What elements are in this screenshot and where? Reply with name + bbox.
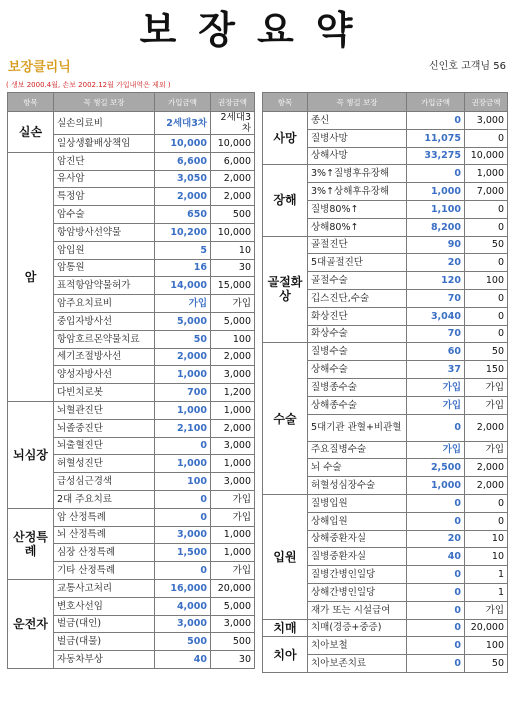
- subscribed-amount: 1,000: [407, 183, 465, 201]
- subscribed-amount: 0: [407, 637, 465, 655]
- table-row: [263, 236, 508, 254]
- subscribed-amount: 가입: [407, 396, 465, 414]
- page-title: 보장요약: [139, 8, 375, 52]
- coverage-item: 골절진단: [308, 236, 407, 254]
- recommended-amount: 2,000: [465, 414, 508, 441]
- subscribed-amount: 0: [407, 512, 465, 530]
- subscribed-amount: 가입: [407, 378, 465, 396]
- coverage-item: 질병중환자실: [308, 548, 407, 566]
- coverage-item: 벌금(대인): [54, 615, 155, 633]
- recommended-amount: 100: [465, 637, 508, 655]
- coverage-item: 종신: [308, 112, 407, 130]
- coverage-item: 상해수술: [308, 361, 407, 379]
- subscribed-amount: 0: [155, 437, 211, 455]
- coverage-item: 다빈치로봇: [54, 384, 155, 402]
- recommended-amount: 가입: [211, 508, 255, 526]
- recommended-amount: 0: [465, 254, 508, 272]
- subscribed-amount: 2,500: [407, 459, 465, 477]
- coverage-item: 질병수술: [308, 343, 407, 361]
- subscribed-amount: 0: [155, 490, 211, 508]
- subscribed-amount: 0: [407, 566, 465, 584]
- category-cell: 장해: [263, 165, 308, 236]
- subscribed-amount: 40: [407, 548, 465, 566]
- recommended-amount: 500: [211, 206, 255, 224]
- subscribed-amount: 10,000: [155, 135, 211, 153]
- recommended-amount: 0: [465, 325, 508, 343]
- coverage-item: 3%↑상해후유장해: [308, 183, 407, 201]
- subscribed-amount: 0: [407, 112, 465, 130]
- coverage-item: 일상생활배상책임: [54, 135, 155, 153]
- coverage-item: 질병80%↑: [308, 200, 407, 218]
- coverage-item: 재가 또는 시설급여: [308, 601, 407, 619]
- coverage-item: 깁스진단,수술: [308, 289, 407, 307]
- category-cell: 실손: [8, 112, 54, 153]
- recommended-amount: 가입: [465, 378, 508, 396]
- recommended-amount: 3,000: [211, 437, 255, 455]
- recommended-amount: 0: [465, 307, 508, 325]
- table-row: [8, 508, 255, 526]
- subscribed-amount: 8,200: [407, 218, 465, 236]
- recommended-amount: 2,000: [211, 188, 255, 206]
- recommended-amount: 2,000: [465, 459, 508, 477]
- coverage-item: 3%↑질병후유장해: [308, 165, 407, 183]
- coverage-item: 5대기관 관혈+비관혈: [308, 414, 407, 441]
- coverage-item: 상해간병인일당: [308, 583, 407, 601]
- coverage-item: 허혈성심장수술: [308, 477, 407, 495]
- col-header-amount: 가입금액: [407, 93, 465, 112]
- coverage-item: 질병종수술: [308, 378, 407, 396]
- subscribed-amount: 3,000: [155, 615, 211, 633]
- recommended-amount: 150: [465, 361, 508, 379]
- category-cell: 입원: [263, 494, 308, 619]
- coverage-item: 급성심근경색: [54, 473, 155, 491]
- coverage-item: 유사암: [54, 170, 155, 188]
- recommended-amount: 30: [211, 651, 255, 669]
- coverage-item: 2대 주요치료: [54, 490, 155, 508]
- recommended-amount: 10: [465, 548, 508, 566]
- recommended-amount: 500: [211, 633, 255, 651]
- subscribed-amount: 16,000: [155, 579, 211, 597]
- coverage-item: 암진단: [54, 152, 155, 170]
- recommended-amount: 1: [465, 583, 508, 601]
- category-cell: 산정특례: [8, 508, 54, 579]
- subscribed-amount: 1,000: [155, 366, 211, 384]
- recommended-amount: 50: [465, 655, 508, 673]
- category-cell: 치아: [263, 637, 308, 673]
- recommended-amount: 0: [465, 289, 508, 307]
- coverage-item: 암 산정특례: [54, 508, 155, 526]
- coverage-body-right: [263, 112, 508, 673]
- recommended-amount: 2세대3차: [211, 112, 255, 135]
- coverage-item: 암수술: [54, 206, 155, 224]
- coverage-item: 양성자방사선: [54, 366, 155, 384]
- subscribed-amount: 0: [407, 414, 465, 441]
- category-cell: 운전자: [8, 579, 54, 668]
- coverage-item: 골절수술: [308, 272, 407, 290]
- category-cell: 골절화상: [263, 236, 308, 343]
- subscribed-amount: 60: [407, 343, 465, 361]
- recommended-amount: 100: [465, 272, 508, 290]
- subscribed-amount: 가입: [407, 441, 465, 459]
- recommended-amount: 가입: [211, 490, 255, 508]
- coverage-item: 5대골절진단: [308, 254, 407, 272]
- recommended-amount: 7,000: [465, 183, 508, 201]
- recommended-amount: 5,000: [211, 312, 255, 330]
- recommended-amount: 10,000: [465, 147, 508, 165]
- recommended-amount: 1: [465, 566, 508, 584]
- recommended-amount: 20,000: [465, 619, 508, 637]
- recommended-amount: 30: [211, 259, 255, 277]
- recommended-amount: 20,000: [211, 579, 255, 597]
- subscribed-amount: 2세대3차: [155, 112, 211, 135]
- recommended-amount: 가입: [465, 601, 508, 619]
- recommended-amount: 0: [465, 512, 508, 530]
- subscribed-amount: 3,040: [407, 307, 465, 325]
- subscribed-amount: 50: [155, 330, 211, 348]
- coverage-item: 상해80%↑: [308, 218, 407, 236]
- coverage-item: 실손의료비: [54, 112, 155, 135]
- subscribed-amount: 2,100: [155, 419, 211, 437]
- recommended-amount: 15,000: [211, 277, 255, 295]
- coverage-item: 뇌출혈진단: [54, 437, 155, 455]
- coverage-item: 벌금(대물): [54, 633, 155, 651]
- col-header-item: 꼭 챙길 보장: [54, 93, 155, 112]
- category-cell: 사망: [263, 112, 308, 165]
- coverage-item: 질병간병인일당: [308, 566, 407, 584]
- subscribed-amount: 16: [155, 259, 211, 277]
- recommended-amount: 1,000: [465, 165, 508, 183]
- subscribed-amount: 14,000: [155, 277, 211, 295]
- subscribed-amount: 20: [407, 254, 465, 272]
- table-row: [263, 619, 508, 637]
- recommended-amount: 가입: [465, 441, 508, 459]
- col-header-amount: 가입금액: [155, 93, 211, 112]
- coverage-item: 화상진단: [308, 307, 407, 325]
- col-header-recommended: 권장금액: [211, 93, 255, 112]
- subscribed-amount: 100: [155, 473, 211, 491]
- subscribed-amount: 0: [155, 508, 211, 526]
- coverage-item: 변호사선임: [54, 597, 155, 615]
- coverage-item: 상해입원: [308, 512, 407, 530]
- recommended-amount: 100: [211, 330, 255, 348]
- coverage-item: 치매(경증+중증): [308, 619, 407, 637]
- subscribed-amount: 70: [407, 325, 465, 343]
- coverage-item: 뇌 산정특례: [54, 526, 155, 544]
- subscribed-amount: 650: [155, 206, 211, 224]
- table-header-row: [8, 93, 255, 112]
- exclusion-note: ( 생보 2000.4월, 손보 2002.12월 가입내역은 제외 ): [6, 81, 171, 89]
- category-cell: 암: [8, 152, 54, 401]
- customer-name: 신인호 고객님 56: [428, 61, 506, 72]
- coverage-item: 표적항암약물허가: [54, 277, 155, 295]
- table-row: [263, 343, 508, 361]
- subscribed-amount: 10,200: [155, 223, 211, 241]
- table-row: [263, 112, 508, 130]
- subscribed-amount: 6,600: [155, 152, 211, 170]
- col-header-category: 항목: [8, 93, 54, 112]
- recommended-amount: 2,000: [211, 419, 255, 437]
- subscribed-amount: 1,000: [155, 401, 211, 419]
- recommended-amount: 1,000: [211, 526, 255, 544]
- recommended-amount: 가입: [211, 295, 255, 313]
- coverage-item: 항암호르몬약물치료: [54, 330, 155, 348]
- clinic-label: 보장클리닉: [8, 60, 71, 75]
- subscribed-amount: 1,100: [407, 200, 465, 218]
- recommended-amount: 50: [465, 236, 508, 254]
- coverage-item: 기타 산정특례: [54, 562, 155, 580]
- recommended-amount: 2,000: [211, 348, 255, 366]
- coverage-item: 중입자방사선: [54, 312, 155, 330]
- subscribed-amount: 20: [407, 530, 465, 548]
- recommended-amount: 5,000: [211, 597, 255, 615]
- subscribed-amount: 0: [407, 619, 465, 637]
- table-header-row: [263, 93, 508, 112]
- recommended-amount: 2,000: [465, 477, 508, 495]
- recommended-amount: 3,000: [211, 473, 255, 491]
- category-cell: 치매: [263, 619, 308, 637]
- coverage-table-left: [7, 92, 255, 669]
- recommended-amount: 가입: [211, 562, 255, 580]
- coverage-item: 상해중환자실: [308, 530, 407, 548]
- subscribed-amount: 40: [155, 651, 211, 669]
- coverage-item: 자동차부상: [54, 651, 155, 669]
- table-row: [263, 165, 508, 183]
- recommended-amount: 1,200: [211, 384, 255, 402]
- recommended-amount: 10,000: [211, 223, 255, 241]
- coverage-item: 심장 산정특례: [54, 544, 155, 562]
- recommended-amount: 6,000: [211, 152, 255, 170]
- subscribed-amount: 5: [155, 241, 211, 259]
- subscribed-amount: 37: [407, 361, 465, 379]
- coverage-item: 치아보존치료: [308, 655, 407, 673]
- subscribed-amount: 4,000: [155, 597, 211, 615]
- coverage-item: 특정암: [54, 188, 155, 206]
- subscribed-amount: 2,000: [155, 188, 211, 206]
- recommended-amount: 10,000: [211, 135, 255, 153]
- subscribed-amount: 0: [407, 494, 465, 512]
- coverage-item: 주요질병수술: [308, 441, 407, 459]
- subscribed-amount: 1,000: [407, 477, 465, 495]
- table-row: [263, 637, 508, 655]
- subscribed-amount: 0: [407, 583, 465, 601]
- subscribed-amount: 0: [155, 562, 211, 580]
- table-row: [263, 494, 508, 512]
- subscribed-amount: 2,000: [155, 348, 211, 366]
- coverage-item: 치아보철: [308, 637, 407, 655]
- coverage-item: 뇌혈관진단: [54, 401, 155, 419]
- coverage-item: 허혈성진단: [54, 455, 155, 473]
- recommended-amount: 1,000: [211, 544, 255, 562]
- subscribed-amount: 0: [407, 601, 465, 619]
- coverage-item: 질병사망: [308, 129, 407, 147]
- subscribed-amount: 3,000: [155, 526, 211, 544]
- recommended-amount: 0: [465, 218, 508, 236]
- table-row: [8, 112, 255, 135]
- subscribed-amount: 11,075: [407, 129, 465, 147]
- recommended-amount: 10: [211, 241, 255, 259]
- coverage-item: 상해사망: [308, 147, 407, 165]
- coverage-item: 항암방사선약물: [54, 223, 155, 241]
- category-cell: 뇌심장: [8, 401, 54, 508]
- subscribed-amount: 500: [155, 633, 211, 651]
- recommended-amount: 2,000: [211, 170, 255, 188]
- subscribed-amount: 700: [155, 384, 211, 402]
- subscribed-amount: 70: [407, 289, 465, 307]
- subscribed-amount: 1,500: [155, 544, 211, 562]
- col-header-item: 꼭 챙길 보장: [308, 93, 407, 112]
- category-cell: 수술: [263, 343, 308, 495]
- subscribed-amount: 0: [407, 655, 465, 673]
- recommended-amount: 1,000: [211, 401, 255, 419]
- coverage-item: 암입원: [54, 241, 155, 259]
- table-row: [8, 152, 255, 170]
- recommended-amount: 10: [465, 530, 508, 548]
- coverage-item: 세기조절방사선: [54, 348, 155, 366]
- subscribed-amount: 5,000: [155, 312, 211, 330]
- subscribed-amount: 120: [407, 272, 465, 290]
- coverage-table-right: [262, 92, 508, 673]
- recommended-amount: 3,000: [211, 366, 255, 384]
- subscribed-amount: 1,000: [155, 455, 211, 473]
- col-header-recommended: 권장금액: [465, 93, 508, 112]
- subscribed-amount: 33,275: [407, 147, 465, 165]
- coverage-item: 뇌졸중진단: [54, 419, 155, 437]
- recommended-amount: 3,000: [211, 615, 255, 633]
- coverage-item: 상해종수술: [308, 396, 407, 414]
- col-header-category: 항목: [263, 93, 308, 112]
- table-row: [8, 579, 255, 597]
- recommended-amount: 3,000: [465, 112, 508, 130]
- recommended-amount: 0: [465, 494, 508, 512]
- coverage-item: 암통원: [54, 259, 155, 277]
- subscribed-amount: 90: [407, 236, 465, 254]
- subscribed-amount: 0: [407, 165, 465, 183]
- recommended-amount: 50: [465, 343, 508, 361]
- coverage-item: 교통사고처리: [54, 579, 155, 597]
- coverage-item: 암주요치료비: [54, 295, 155, 313]
- recommended-amount: 1,000: [211, 455, 255, 473]
- coverage-body-left: [8, 112, 255, 669]
- recommended-amount: 가입: [465, 396, 508, 414]
- table-row: [8, 401, 255, 419]
- subscribed-amount: 3,050: [155, 170, 211, 188]
- recommended-amount: 0: [465, 200, 508, 218]
- coverage-item: 질병입원: [308, 494, 407, 512]
- recommended-amount: 0: [465, 129, 508, 147]
- subscribed-amount: 가입: [155, 295, 211, 313]
- coverage-item: 화상수술: [308, 325, 407, 343]
- coverage-item: 뇌 수술: [308, 459, 407, 477]
